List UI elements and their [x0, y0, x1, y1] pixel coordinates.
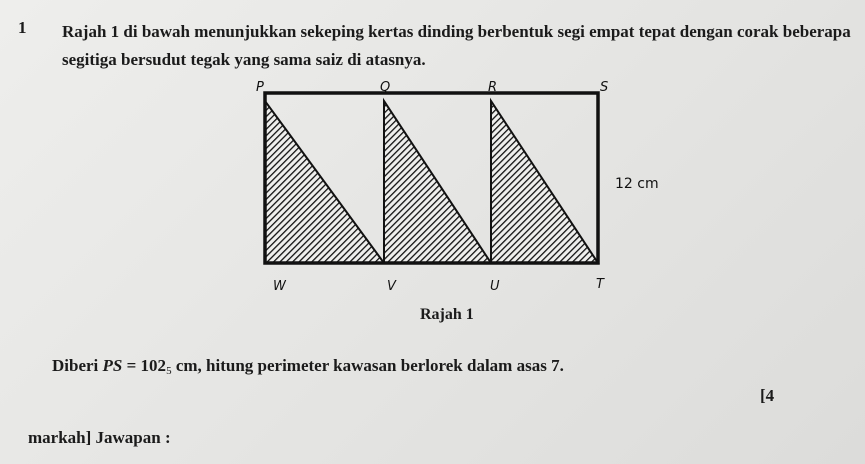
shaded-triangle-3 [491, 101, 598, 263]
vertex-label-w: W [273, 279, 286, 294]
given-statement [52, 356, 564, 377]
vertex-label-r: R [488, 80, 498, 95]
vertex-label-q: Q [380, 80, 391, 95]
given-prefix: Diberi [52, 356, 103, 375]
answer-label: markah] Jawapan : [28, 428, 171, 447]
given-equals-value: = 102 [122, 356, 167, 375]
vertex-label-u: U [490, 279, 500, 294]
given-base-subscript: 5 [166, 365, 172, 377]
given-suffix: cm, hitung perimeter kawasan berlorek dalam asas 7. [171, 356, 564, 375]
question-text: Rajah 1 di bawah menunjukkan sekeping kertas dinding berbentuk segi empat tepat dengan corak beberapa segitiga bersudut tegak yang sama saiz di atasnya. [62, 22, 851, 69]
vertex-label-s: S [600, 80, 609, 95]
vertex-label-v: V [387, 279, 396, 294]
question-number: 1 [18, 18, 27, 37]
marks-label: [4 [760, 386, 775, 405]
given-variable-ps: PS [102, 356, 123, 375]
height-dimension-label: 12 cm [615, 176, 659, 192]
shaded-triangle-1 [265, 101, 384, 263]
figure-caption: Rajah 1 [420, 306, 474, 323]
vertex-label-p: P [256, 80, 264, 95]
shaded-triangle-2 [384, 101, 491, 263]
vertex-label-t: T [596, 277, 604, 292]
